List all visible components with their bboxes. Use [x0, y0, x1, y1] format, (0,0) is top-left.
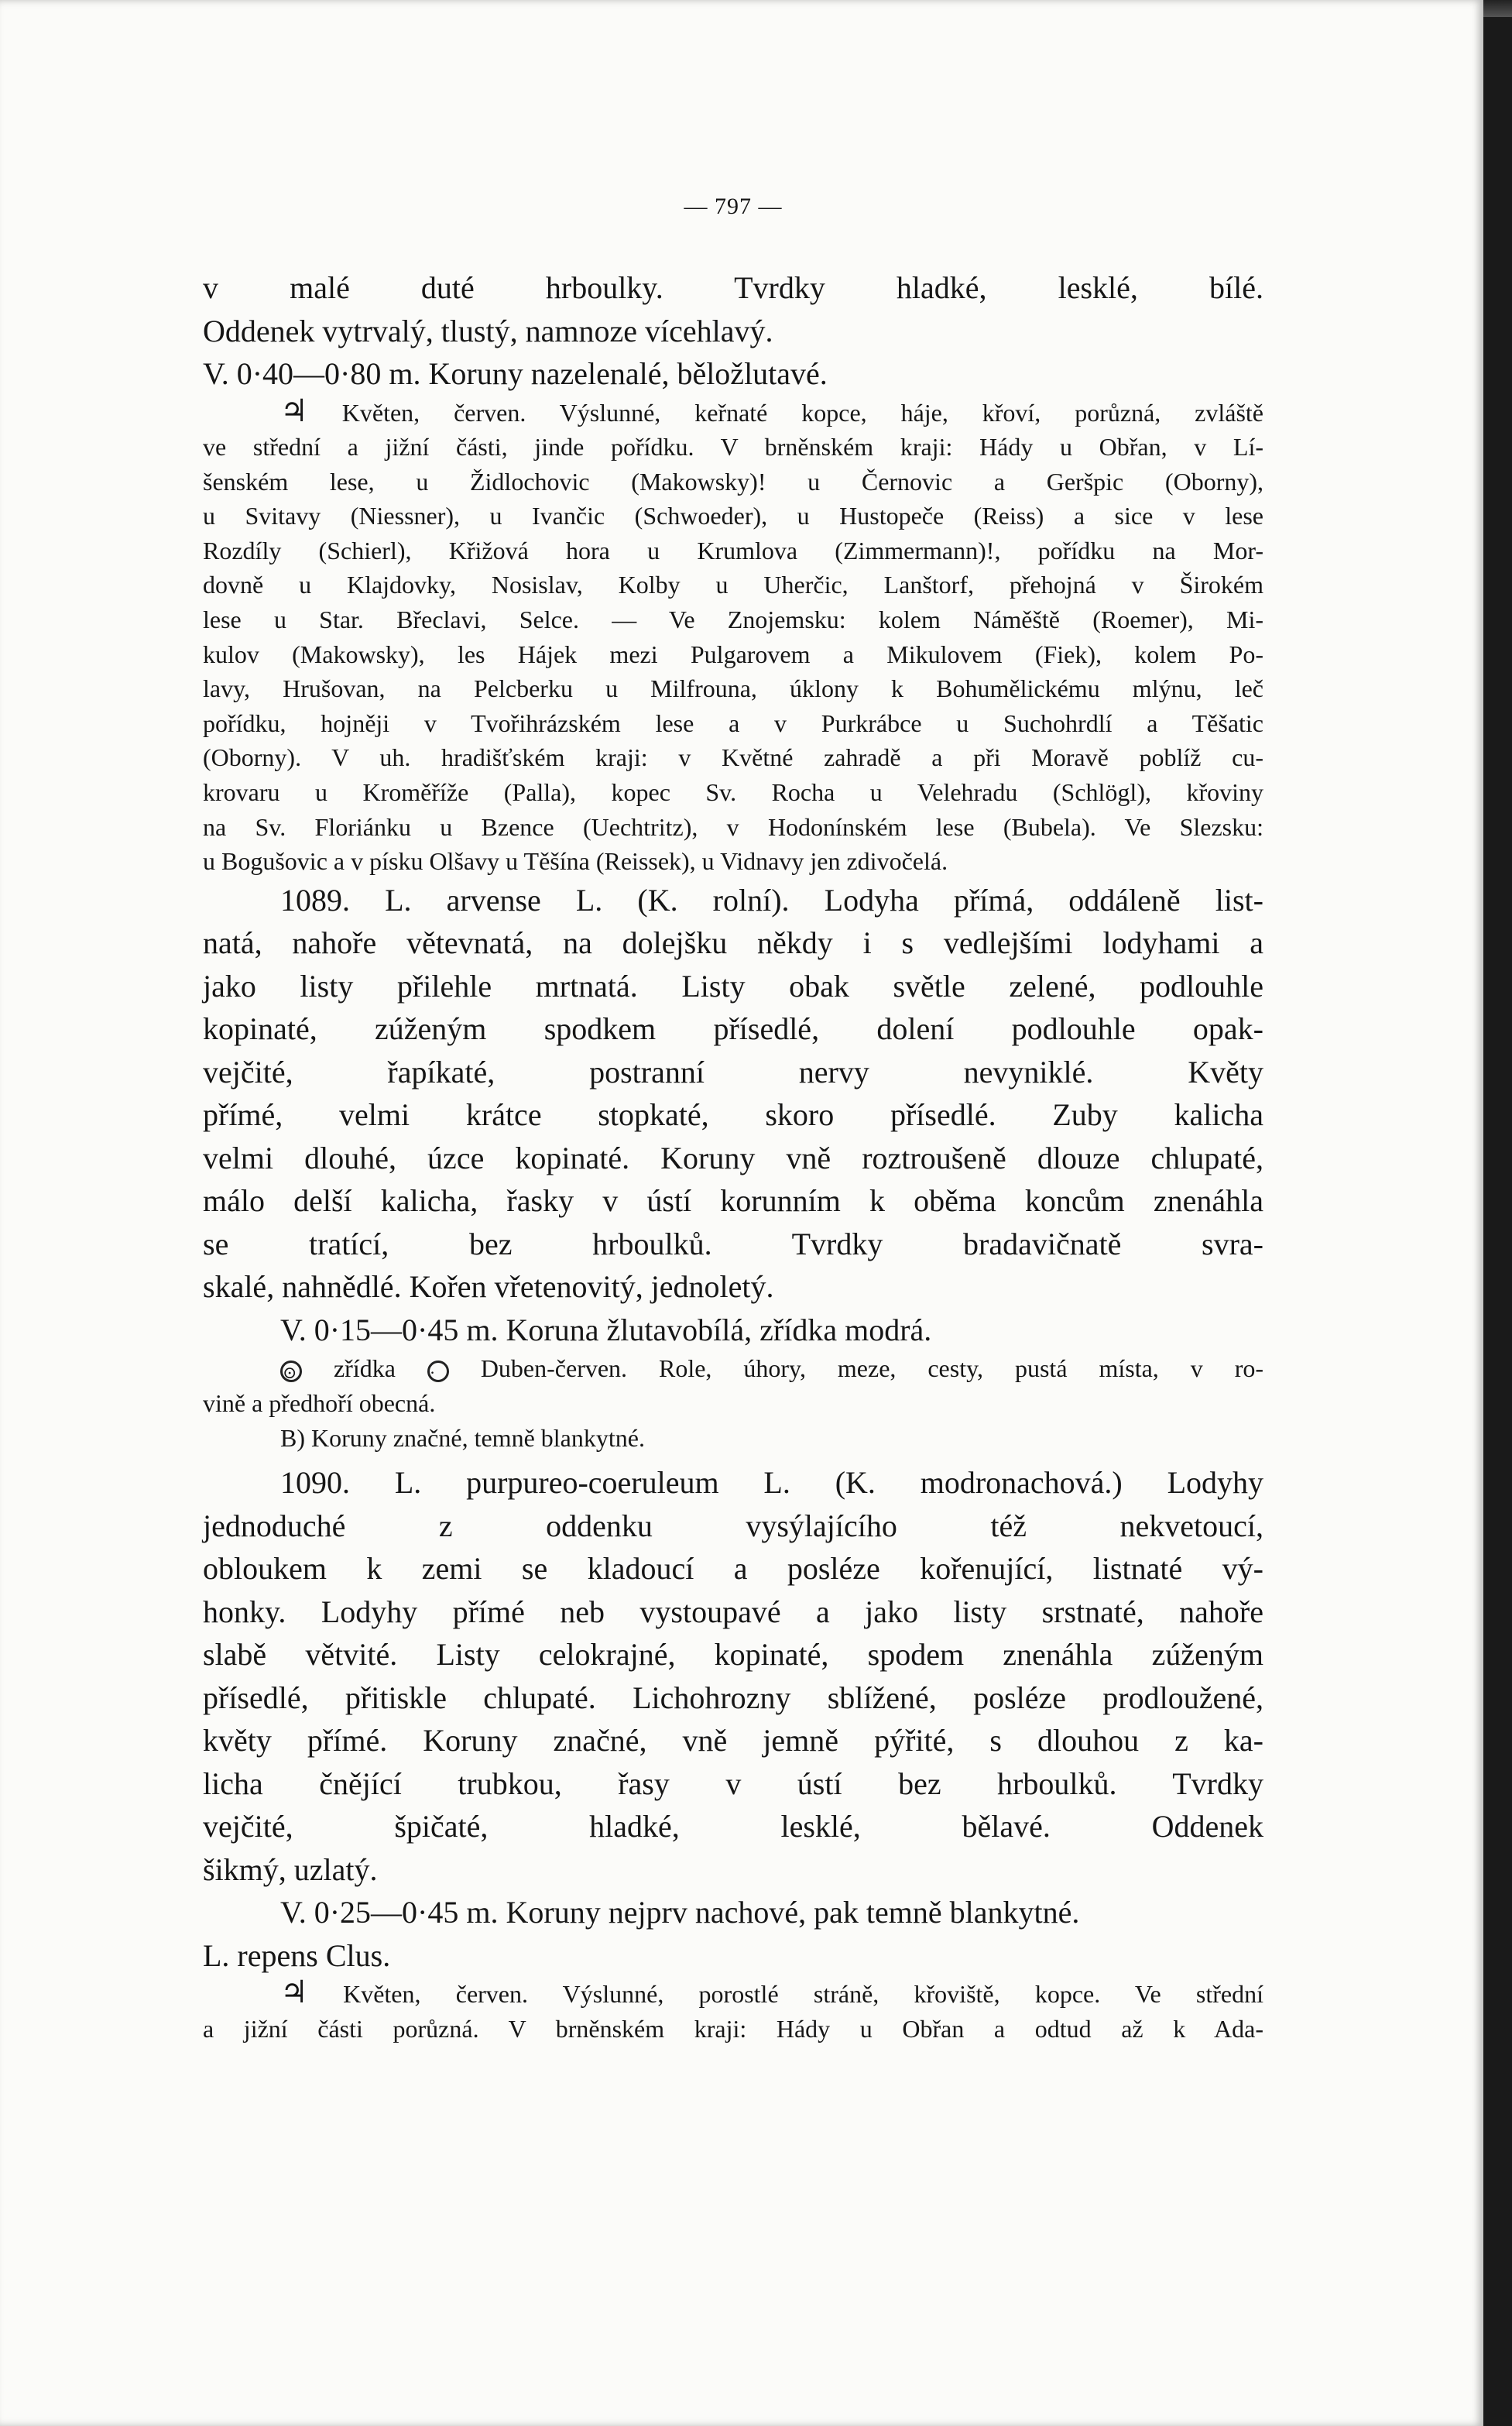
text-line: kulov (Makowsky), les Hájek mezi Pulgarovem a Mikulovem (Fiek), kolem Po-	[203, 640, 1263, 668]
text-line: pořídku, hojněji v Tvořihrázském lese a v Purkrábce u Suchohrdlí a Těšatic	[203, 709, 1263, 737]
text-line: 1089. L. arvense L. (K. rolní). Lodyha přímá, oddáleně list-	[280, 882, 1263, 918]
annual-symbol-icon: ·	[427, 1361, 449, 1382]
distribution-paragraph-1089	[203, 1351, 1263, 1455]
distribution-paragraph-1090	[203, 1977, 1263, 2046]
text-line: (Oborny). V uh. hradišťském kraji: v Květné zahradě a při Moravě poblíž cu-	[203, 743, 1263, 772]
perennial-symbol-icon: ♃	[280, 393, 308, 428]
text-line: květy přímé. Koruny značné, vně jemně pýřité, s dlouhou z ka-	[203, 1723, 1263, 1759]
text-line: honky. Lodyhy přímé neb vystoupavé a jako listy srstnaté, nahoře	[203, 1594, 1263, 1629]
text-line: L. repens Clus.	[203, 1937, 391, 1973]
text-line: vině a předhoří obecná.	[203, 1388, 436, 1417]
text-line: kopinaté, zúženým spodkem přísedlé, dolení podlouhle opak-	[203, 1011, 1263, 1047]
text-line: vejčité, řapíkaté, postranní nervy nevyniklé. Květy	[203, 1054, 1263, 1089]
distribution-paragraph	[203, 393, 1264, 879]
text-line: velmi dlouhé, úzce kopinaté. Koruny vně roztroušeně dlouze chlupaté,	[203, 1140, 1263, 1175]
text-line: šikmý, uzlatý.	[203, 1851, 378, 1887]
text-line: lavy, Hrušovan, na Pelcberku u Milfrouna, úklony k Bohumělickému mlýnu, leč	[203, 674, 1263, 703]
text-line: krovaru u Kroměříže (Palla), kopec Sv. Rocha u Velehradu (Schlögl), křoviny	[203, 778, 1263, 807]
text-line: V. 0·15—0·45 m. Koruna žlutavobílá, zřídka modrá.	[280, 1312, 932, 1347]
text-line: málo delší kalicha, řasky v ústí korunním k oběma koncům znenáhla	[203, 1183, 1263, 1219]
perennial-symbol-icon: ♃	[280, 1975, 308, 2010]
page-text	[203, 194, 1263, 2046]
text-line: ve střední a jižní části, jinde pořídku. V brněnském kraji: Hády u Obřan, v Lí-	[203, 433, 1263, 462]
text-line: B) Koruny značné, temně blankytné.	[280, 1423, 645, 1452]
text-line: a jižní části porůzná. V brněnském kraji: Hády u Obřan a odtud až k Ada-	[203, 2014, 1263, 2043]
species-entry-1089	[203, 879, 1263, 1352]
text-line: V. 0·40—0·80 m. Koruny nazelenalé, běložlutavé.	[203, 356, 828, 391]
text-line: u Svitavy (Niessner), u Ivančic (Schwoeder), u Hustopeče (Reiss) a sice v lese	[203, 502, 1263, 530]
text-line: se tratící, bez hrboulků. Tvrdky bradavičnatě svra-	[203, 1226, 1263, 1261]
text-line: jako listy přilehle mrtnatá. Listy obak světle zelené, podlouhle	[203, 968, 1263, 1004]
text-line: Rozdíly (Schierl), Křižová hora u Krumlova (Zimmermann)!, pořídku na Mor-	[203, 536, 1263, 564]
text-line: ♃ Květen, červen. Výslunné, porostlé stráně, křoviště, kopce. Ve střední	[280, 1975, 1263, 2010]
text-line: natá, nahoře větevnatá, na dolejšku někdy i s vedlejšími lodyhami a	[203, 925, 1263, 961]
text-line: Oddenek vytrvalý, tlustý, namnoze vícehlavý.	[203, 313, 773, 348]
text-line: dovně u Klajdovky, Nosislav, Kolby u Uherčic, Lanštorf, přehojná v Širokém	[203, 571, 1263, 599]
annual-symbol-icon: ⊙	[280, 1361, 302, 1382]
page-number: — 797 —	[684, 194, 783, 219]
text-line: na Sv. Floriánku u Bzence (Uechtritz), v Hodonínském lese (Bubela). Ve Slezsku:	[203, 812, 1263, 841]
text-line: obloukem k zemi se kladoucí a posléze kořenující, listnaté vý-	[203, 1551, 1263, 1587]
text-line: ♃ Květen, červen. Výslunné, keřnaté kopce, háje, křoví, porůzná, zvláště	[280, 393, 1264, 428]
text-line: v malé duté hrboulky. Tvrdky hladké, lesklé, bílé.	[203, 270, 1263, 305]
text-line: skalé, nahnědlé. Kořen vřetenovitý, jednoletý.	[203, 1269, 774, 1305]
text-line: lese u Star. Břeclavi, Selce. — Ve Znojemsku: kolem Náměště (Roemer), Mi-	[203, 606, 1263, 634]
text-line: 1090. L. purpureo-coeruleum L. (K. modronachová.) Lodyhy	[280, 1465, 1263, 1501]
text-line: licha čnějící trubkou, řasy v ústí bez hrboulků. Tvrdky	[203, 1765, 1263, 1801]
text-line: přísedlé, přitiskle chlupaté. Lichohrozny sblížené, posléze prodloužené,	[203, 1680, 1263, 1715]
continued-entry	[203, 266, 1263, 396]
text-line: vejčité, špičaté, hladké, lesklé, bělavé. Oddenek	[203, 1809, 1263, 1844]
text-line: přímé, velmi krátce stopkaté, skoro přísedlé. Zuby kalicha	[203, 1097, 1263, 1133]
text-line: slabě větvité. Listy celokrajné, kopinaté, spodem znenáhla zúženým	[203, 1637, 1263, 1673]
text-line: u Bogušovic a v písku Olšavy u Těšína (Reissek), u Vidnavy jen zdivočelá.	[203, 847, 948, 876]
text-line: šenském lese, u Židlochovic (Makowsky)! u Černovic a Geršpic (Oborny),	[203, 467, 1263, 496]
text-line: V. 0·25—0·45 m. Koruny nejprv nachové, pak temně blankytné.	[280, 1895, 1080, 1930]
text-line: ⊙ zřídka · Duben-červen. Role, úhory, meze, cesty, pustá místa, v ro-	[203, 1351, 1263, 1386]
text-line: jednoduché z oddenku vysýlajícího též nekvetoucí,	[203, 1508, 1263, 1543]
species-entry-1090	[203, 1461, 1263, 1977]
